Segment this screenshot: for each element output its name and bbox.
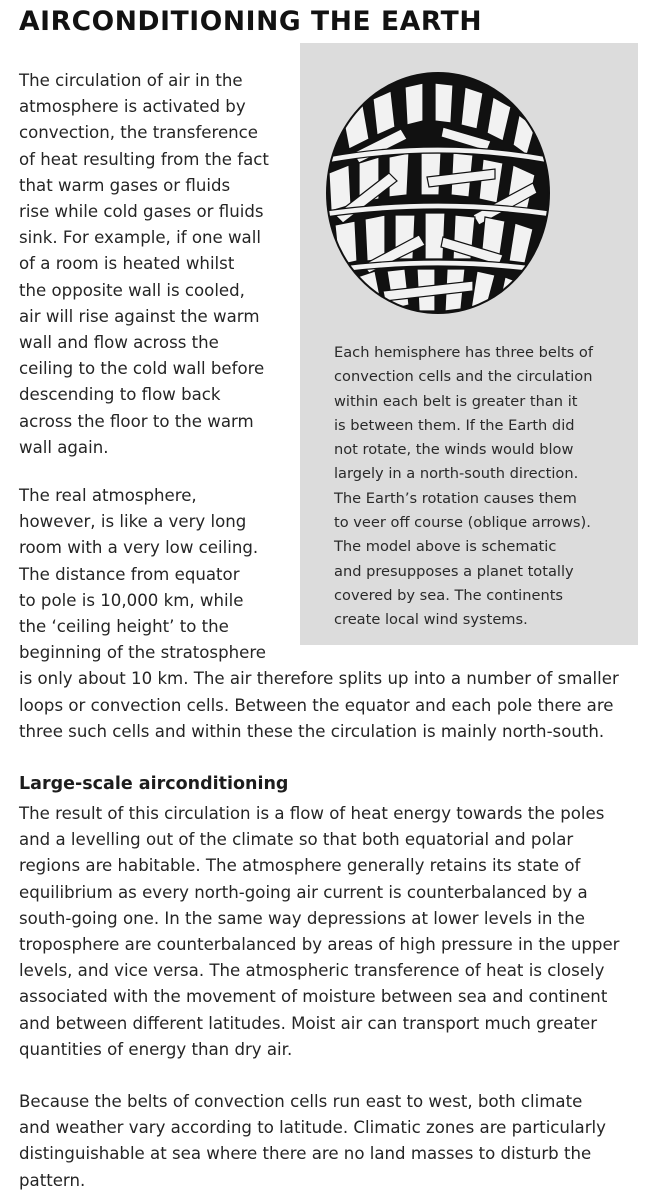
figure-caption: Each hemisphere has three belts of convection cells and the circulation within each belt is greater than it is between them. If the Earth did not rotate, the winds would blow largely in a north-south direction. The Earth’s rotation causes them to veer off course (oblique arrows). The model above is schematic and presupposes a planet totally covered by sea. The continents create local wind systems. xyxy=(334,344,593,629)
intro-paragraph: The circulation of air in the atmosphere is activated by convection, the transference of heat resulting from the fact that warm gases or fluids rise while cold gases or fluids sink. For example, if one wall of a room is heated whilst the opposite wall is cooled, air will rise against the warm wall and flow across the ceiling to the cold wall before descending to flow back across the floor to the warm wall again. xyxy=(19,71,269,457)
convection-globe-icon xyxy=(323,65,553,315)
section-subheading: Large-scale airconditioning xyxy=(19,774,289,794)
fourth-paragraph: Because the belts of convection cells run east to west, both climate and weather vary according to latitude. Climatic zones are particularly distinguishable at sea where there are no land masses to disturb the pattern. xyxy=(19,1092,606,1190)
page-title: AIRCONDITIONING THE EARTH xyxy=(19,6,483,37)
second-paragraph: The real atmosphere, however, is like a very long room with a very low ceiling. The distance from equator to pole is 10,000 km, while the ‘ceiling height’ to the beginning of the stratosphere is only about 10 km. The air therefore splits up into a number of smaller loops or convection cells. Between the equator and each pole there are three such cells and within these the circulation is mainly north-south. xyxy=(19,486,619,741)
third-paragraph: The result of this circulation is a flow of heat energy towards the poles and a levelling out of the climate so that both equatorial and polar regions are habitable. The atmosphere generally retains its state of equilibrium as every north-going air current is counterbalanced by a south-going one. In the same way depressions at lower levels in the troposphere are counterbalanced by areas of high pressure in the upper levels, and vice versa. The atmospheric transference of heat is closely associated with the movement of moisture between sea and continent and between different latitudes. Moist air can transport much greater quantities of energy than dry air. xyxy=(19,804,620,1059)
